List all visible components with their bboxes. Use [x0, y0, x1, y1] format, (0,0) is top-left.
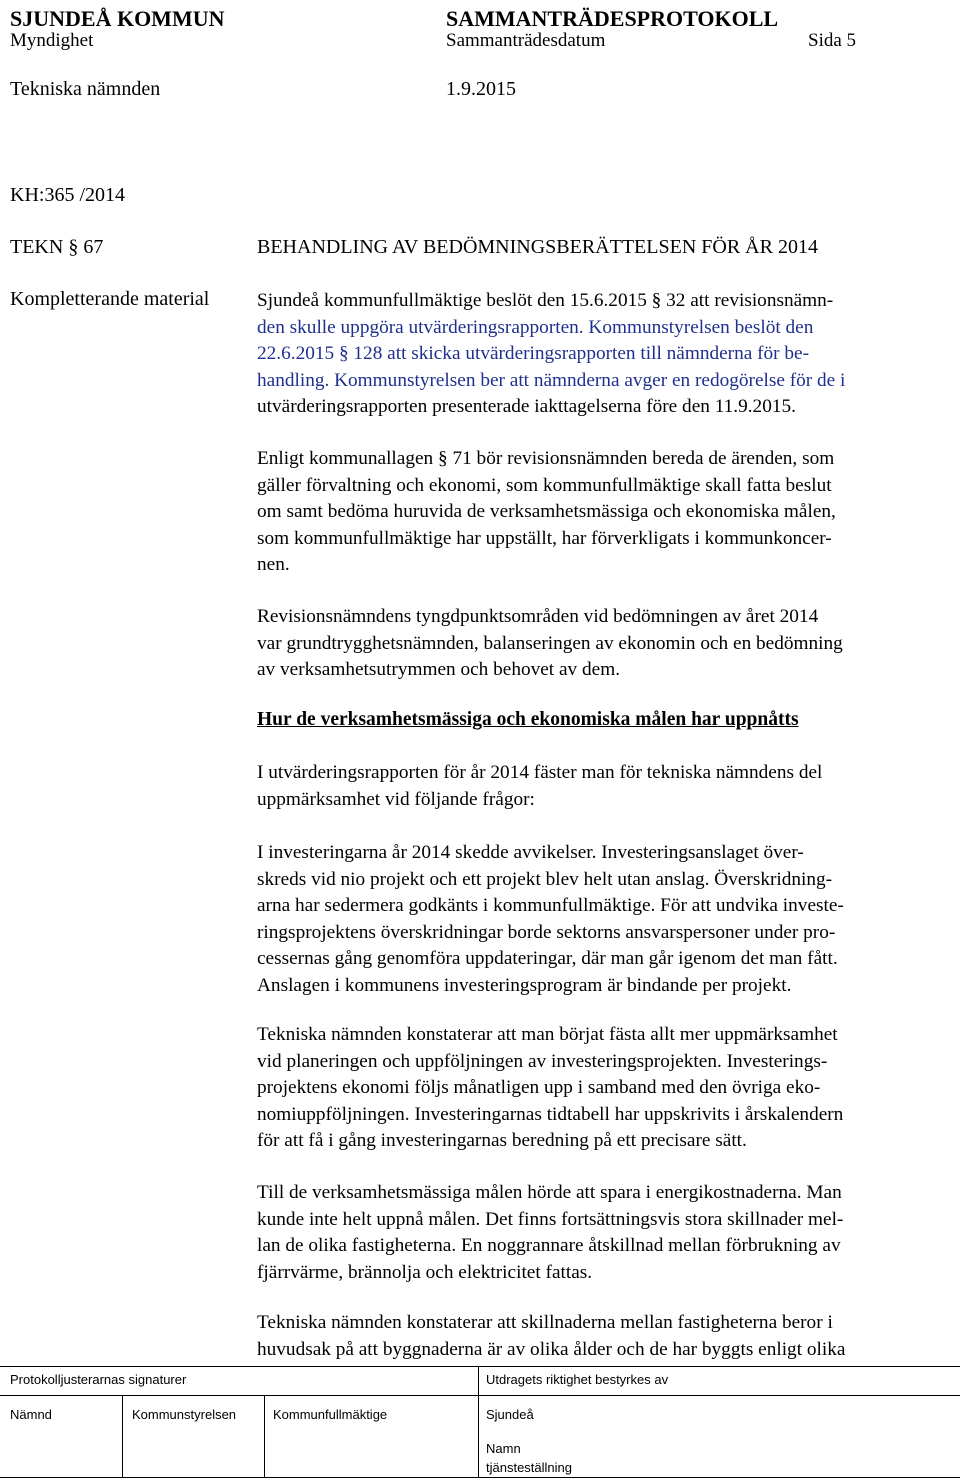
page-number: Sida 5 — [808, 30, 857, 51]
text-line: 22.6.2015 § 128 att skicka utvärderingsrapporten till nämnderna för be- — [257, 343, 810, 364]
paragraph-focus-areas — [257, 604, 957, 684]
paragraph-report-questions — [257, 760, 957, 813]
text-line: nomiuppföljningen. Investeringarnas tidtabell har uppskrivits i årskalendern — [257, 1103, 844, 1125]
text-line: skreds vid nio projekt och ett projekt blev helt utan anslag. Överskridning- — [257, 868, 833, 890]
footer-col-divider — [264, 1395, 265, 1478]
text-line: uppmärksamhet vid följande frågor: — [257, 788, 535, 810]
text-line: projektens ekonomi följs månatligen upp i samband med den övriga eko- — [257, 1077, 821, 1098]
footer-col-divider — [122, 1395, 123, 1478]
text-line: gäller förvaltning och ekonomi, som kommunfullmäktige skall fatta beslut — [257, 474, 832, 496]
text-line: I investeringarna år 2014 skedde avvikelser. Investeringsanslaget över- — [257, 842, 804, 863]
org-name: SJUNDEÅ KOMMUN — [10, 6, 225, 31]
text-line: den skulle uppgöra utvärderingsrapporten. Kommunstyrelsen beslöt den — [257, 316, 814, 338]
text-line: arna har sedermera godkänts i kommunfullmäktige. För att undvika investe- — [257, 895, 844, 916]
paragraph-energy — [257, 1180, 957, 1286]
case-title: BEHANDLING AV BEDÖMNINGSBERÄTTELSEN FÖR ÅR 2014 — [257, 236, 818, 258]
text-line: nen. — [257, 554, 290, 575]
authority-label: Myndighet — [10, 30, 94, 51]
intro-paragraph — [257, 288, 957, 421]
document-type: SAMMANTRÄDESPROTOKOLL — [446, 6, 779, 31]
text-line: lan de olika fastigheterna. En noggrannare åtskillnad mellan förbrukning av — [257, 1235, 841, 1256]
signature-place: Sjundeå — [486, 1407, 534, 1422]
text-line: vid planeringen och uppföljningen av investeringsprojekten. Investerings- — [257, 1050, 828, 1072]
text-line: om samt bedöma huruvida de verksamhetsmässiga och ekonomiska målen, — [257, 501, 836, 522]
footer-center-divider — [478, 1366, 479, 1478]
signature-kommunstyrelsen: Kommunstyrelsen — [132, 1407, 237, 1422]
text-line: Revisionsnämndens tyngdpunktsområden vid bedömningen av året 2014 — [257, 606, 819, 627]
text-line: huvudsak på att byggnaderna är av olika ålder och de har byggts enligt olika — [257, 1338, 846, 1360]
section-number: TEKN § 67 — [10, 236, 104, 258]
meeting-date: 1.9.2015 — [446, 78, 516, 100]
text-line: Till de verksamhetsmässiga målen hörde att spara i energikostnaderna. Man — [257, 1182, 842, 1203]
text-line: Anslagen i kommunens investeringsprogram är bindande per projekt. — [257, 974, 792, 996]
text-line: handling. Kommunstyrelsen ber att nämnderna avger en redogörelse för de i — [257, 369, 846, 391]
text-line: utvärderingsrapporten presenterade iakttagelserna före den 11.9.2015. — [257, 396, 796, 417]
signature-name: Namn — [486, 1441, 521, 1456]
paragraph-properties — [257, 1310, 957, 1363]
date-label: Sammanträdesdatum — [446, 30, 606, 51]
footer-divider — [0, 1395, 960, 1396]
side-label: Kompletterande material — [10, 288, 210, 310]
text-line: cessernas gång genomföra uppdateringar, där man går igenom det man fått. — [257, 948, 838, 969]
footer-top-border — [0, 1366, 960, 1367]
text-line: av verksamhetsutrymmen och behovet av dem. — [257, 659, 621, 680]
text-line: fjärrvärme, brännolja och elektricitet fattas. — [257, 1261, 593, 1283]
text-line: Tekniska nämnden konstaterar att skillnaderna mellan fastigheterna beror i — [257, 1312, 833, 1333]
text-line: Tekniska nämnden konstaterar att man börjat fästa allt mer uppmärksamhet — [257, 1024, 838, 1045]
signature-position: tjänsteställning — [486, 1460, 572, 1475]
signature-kommunfullmaktige: Kommunfullmäktige — [273, 1407, 388, 1422]
text-line: kunde inte helt uppnå målen. Det finns fortsättningsvis stora skillnader mel- — [257, 1208, 844, 1230]
paragraph-investments — [257, 840, 957, 999]
text-line: I utvärderingsrapporten för år 2014 fäster man för tekniska nämndens del — [257, 762, 823, 783]
section-heading: Hur de verksamhetsmässiga och ekonomiska målen har uppnåtts — [257, 709, 799, 730]
text-line: Sjundeå kommunfullmäktige beslöt den 15.6.2015 § 32 att revisionsnämn- — [257, 290, 834, 311]
text-line: för att få i gång investeringarnas beredning på ett precisare sätt. — [257, 1130, 747, 1151]
text-line: var grundtrygghetsnämnden, balanseringen av ekonomin och en bedömning — [257, 632, 843, 654]
paragraph-kommunallagen — [257, 446, 957, 579]
case-reference: KH:365 /2014 — [10, 184, 125, 206]
authority: Tekniska nämnden — [10, 78, 161, 100]
signatures-title: Protokolljusterarnas signaturer — [10, 1372, 187, 1387]
text-line: som kommunfullmäktige har uppställt, har förverkligats i kommunkoncer- — [257, 527, 832, 549]
paragraph-planning — [257, 1022, 957, 1155]
text-line: Enligt kommunallagen § 71 bör revisionsnämnden bereda de ärenden, som — [257, 448, 835, 469]
text-line: ringsprojektens överskridningar borde sektorns ansvarspersoner under pro- — [257, 921, 836, 943]
signature-namnd: Nämnd — [10, 1407, 52, 1422]
extract-certified-title: Utdragets riktighet bestyrkes av — [486, 1372, 669, 1387]
